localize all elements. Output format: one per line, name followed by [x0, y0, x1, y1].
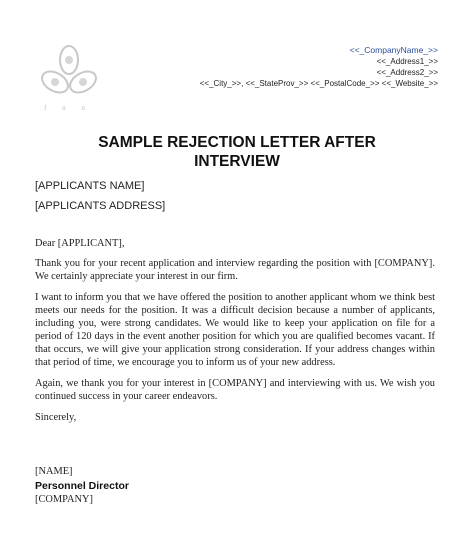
company-name: <<_CompanyName_>>	[349, 45, 438, 55]
three-circle-logo-icon	[34, 40, 104, 104]
closing: Sincerely,	[35, 412, 77, 423]
title-line2: INTERVIEW	[194, 153, 280, 170]
company-address2: <<_Address2_>>	[376, 68, 438, 77]
logo-caption: f u n	[44, 104, 92, 112]
paragraph-2: I want to inform you that we have offered the position to another applicant whom we think best meets our needs for the position. It was a difficult decision because a number of applicants, including you, were strong candidates. We would like to keep your application on file for a period of 120 days in the event another position for which you are qualified becomes vacant. If that occurs, we will give your application strong consideration. If your address changes within that period of time, we encourage you to inform us of your new address.	[35, 292, 435, 368]
paragraph-1: Thank you for your recent application and interview regarding the position with [COMPANY]. We certainly appreciate your interest in our firm.	[35, 258, 435, 282]
salutation: Dear [APPLICANT],	[35, 238, 125, 249]
signature-role: Personnel Director	[35, 480, 129, 492]
signature-name: [NAME]	[35, 466, 73, 477]
paragraph-3: Again, we thank you for your interest in [COMPANY] and interviewing with us. We wish you continued success in your career endeavors.	[35, 378, 435, 402]
recipient-address: [APPLICANTS ADDRESS]	[35, 200, 166, 212]
company-address1: <<_Address1_>>	[376, 57, 438, 66]
company-header	[200, 45, 438, 89]
company-city-line: <<_City_>>, <<_StateProv_>> <<_PostalCode_>> <<_Website_>>	[199, 79, 438, 88]
signature-company: [COMPANY]	[35, 494, 93, 505]
title-line1: SAMPLE REJECTION LETTER AFTER	[98, 134, 376, 151]
page-title	[0, 133, 474, 171]
recipient-name: [APPLICANTS NAME]	[35, 180, 145, 192]
